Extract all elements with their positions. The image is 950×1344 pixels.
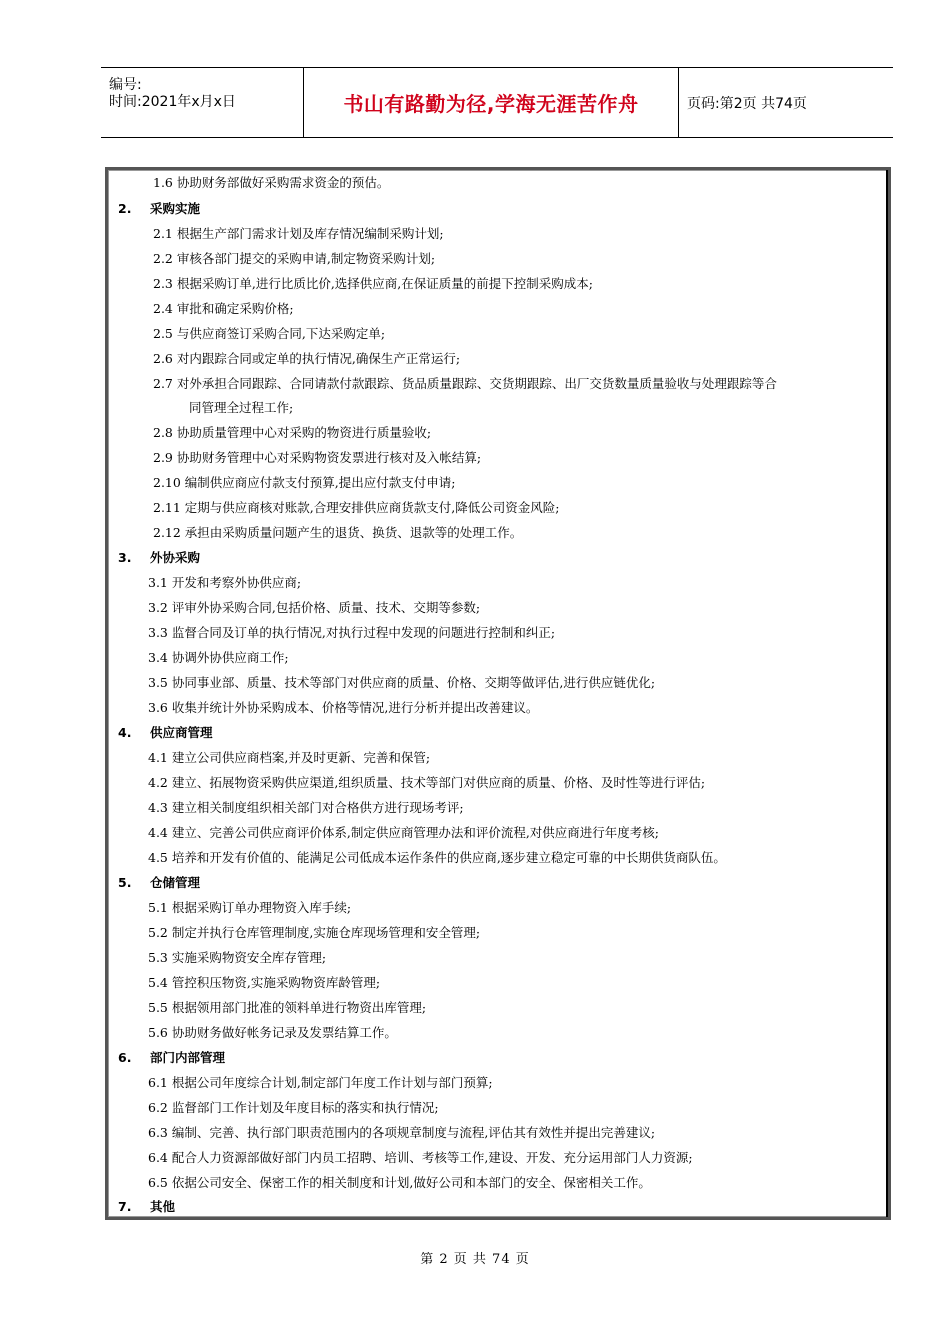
page-footer: 第 2 页 共 74 页 [420,1252,530,1267]
section-heading [108,725,878,741]
list-item: 4.4 建立、完善公司供应商评价体系,制定供应商管理办法和评价流程,对供应商进行年度考核; [148,825,660,840]
page-label: 页码:第2页 共74页 [687,95,807,112]
list-item: 2.3 根据采购订单,进行比质比价,选择供应商,在保证质量的前提下控制采购成本; [153,276,593,291]
list-item: 2.6 对内跟踪合同或定单的执行情况,确保生产正常运行; [153,351,461,366]
section-number: 7. [118,1199,132,1214]
header-motto-cell [304,68,679,137]
section-number: 6. [118,1050,132,1065]
list-item: 5.6 协助财务做好帐务记录及发票结算工作。 [148,1025,397,1040]
section-number: 5. [118,875,132,890]
section-heading [108,1050,878,1066]
list-item: 2.11 定期与供应商核对账款,合理安排供应商货款支付,降低公司资金风险; [153,500,560,515]
list-item: 3.5 协同事业部、质量、技术等部门对供应商的质量、价格、交期等做评估,进行供应链优化; [148,675,656,690]
list-item: 4.5 培养和开发有价值的、能满足公司低成本运作条件的供应商,逐步建立稳定可靠的中长期供货商队伍。 [148,850,726,865]
section-heading [108,1199,878,1215]
section-title: 采购实施 [150,201,201,216]
list-item: 2.4 审批和确定采购价格; [153,301,294,316]
list-item: 5.5 根据领用部门批准的领料单进行物资出库管理; [148,1000,427,1015]
list-item: 6.1 根据公司年度综合计划,制定部门年度工作计划与部门预算; [148,1075,493,1090]
list-item: 6.3 编制、完善、执行部门职责范围内的各项规章制度与流程,评估其有效性并提出完善建议; [148,1125,656,1140]
content-inner [108,170,888,1217]
list-item: 3.4 协调外协供应商工作; [148,650,289,665]
list-item: 3.3 监督合同及订单的执行情况,对执行过程中发现的问题进行控制和纠正; [148,625,556,640]
list-item: 2.8 协助质量管理中心对采购的物资进行质量验收; [153,425,432,440]
list-item: 4.1 建立公司供应商档案,并及时更新、完善和保管; [148,750,431,765]
list-item: 3.1 开发和考察外协供应商; [148,575,302,590]
list-item: 5.2 制定并执行仓库管理制度,实施仓库现场管理和安全管理; [148,925,481,940]
motto-text: 书山有路勤为径,学海无涯苦作舟 [343,92,639,116]
header-page-cell [679,68,893,137]
list-item: 6.4 配合人力资源部做好部门内员工招聘、培训、考核等工作,建设、开发、充分运用部门人力资源; [148,1150,693,1165]
list-item: 3.2 评审外协采购合同,包括价格、质量、技术、交期等参数; [148,600,481,615]
number-label: 编号: [109,77,142,93]
list-item: 6.5 依据公司安全、保密工作的相关制度和计划,做好公司和本部门的安全、保密相关工作。 [148,1175,651,1190]
section-heading [108,550,878,566]
section-number: 4. [118,725,132,740]
list-item: 2.10 编制供应商应付款支付预算,提出应付款支付申请; [153,475,456,490]
list-item: 2.2 审核各部门提交的采购申请,制定物资采购计划; [153,251,436,266]
list-item: 2.7 对外承担合同跟踪、合同请款付款跟踪、货品质量跟踪、交货期跟踪、出厂交货数量质量验收与处理跟踪等合 [153,376,777,391]
list-item: 2.5 与供应商签订采购合同,下达采购定单; [153,326,386,341]
section-title: 供应商管理 [150,725,213,740]
list-item: 5.3 实施采购物资安全库存管理; [148,950,327,965]
list-item: 4.2 建立、拓展物资采购供应渠道,组织质量、技术等部门对供应商的质量、价格、及时性等进行评估; [148,775,706,790]
list-item: 1.6 协助财务部做好采购需求资金的预估。 [153,175,390,190]
section-title: 仓储管理 [150,875,201,890]
list-item: 2.9 协助财务管理中心对采购物资发票进行核对及入帐结算; [153,450,482,465]
section-title: 外协采购 [150,550,201,565]
section-title: 其他 [150,1199,176,1214]
list-item: 5.4 管控积压物资,实施采购物资库龄管理; [148,975,381,990]
section-number: 2. [118,201,132,216]
list-item: 3.6 收集并统计外协采购成本、价格等情况,进行分析并提出改善建议。 [148,700,539,715]
section-heading [108,201,878,217]
list-item: 2.12 承担由采购质量问题产生的退货、换货、退款等的处理工作。 [153,525,523,540]
list-item-continuation: 同管理全过程工作; [189,400,294,415]
date-label: 时间:2021年x月x日 [109,94,236,110]
header-left-cell [101,68,304,137]
section-heading [108,875,878,891]
content-box [105,167,891,1220]
list-item: 4.3 建立相关制度组织相关部门对合格供方进行现场考评; [148,800,464,815]
page-header [101,67,893,138]
list-item: 6.2 监督部门工作计划及年度目标的落实和执行情况; [148,1100,439,1115]
section-title: 部门内部管理 [150,1050,226,1065]
list-item: 5.1 根据采购订单办理物资入库手续; [148,900,352,915]
list-item: 2.1 根据生产部门需求计划及库存情况编制采购计划; [153,226,444,241]
section-number: 3. [118,550,132,565]
